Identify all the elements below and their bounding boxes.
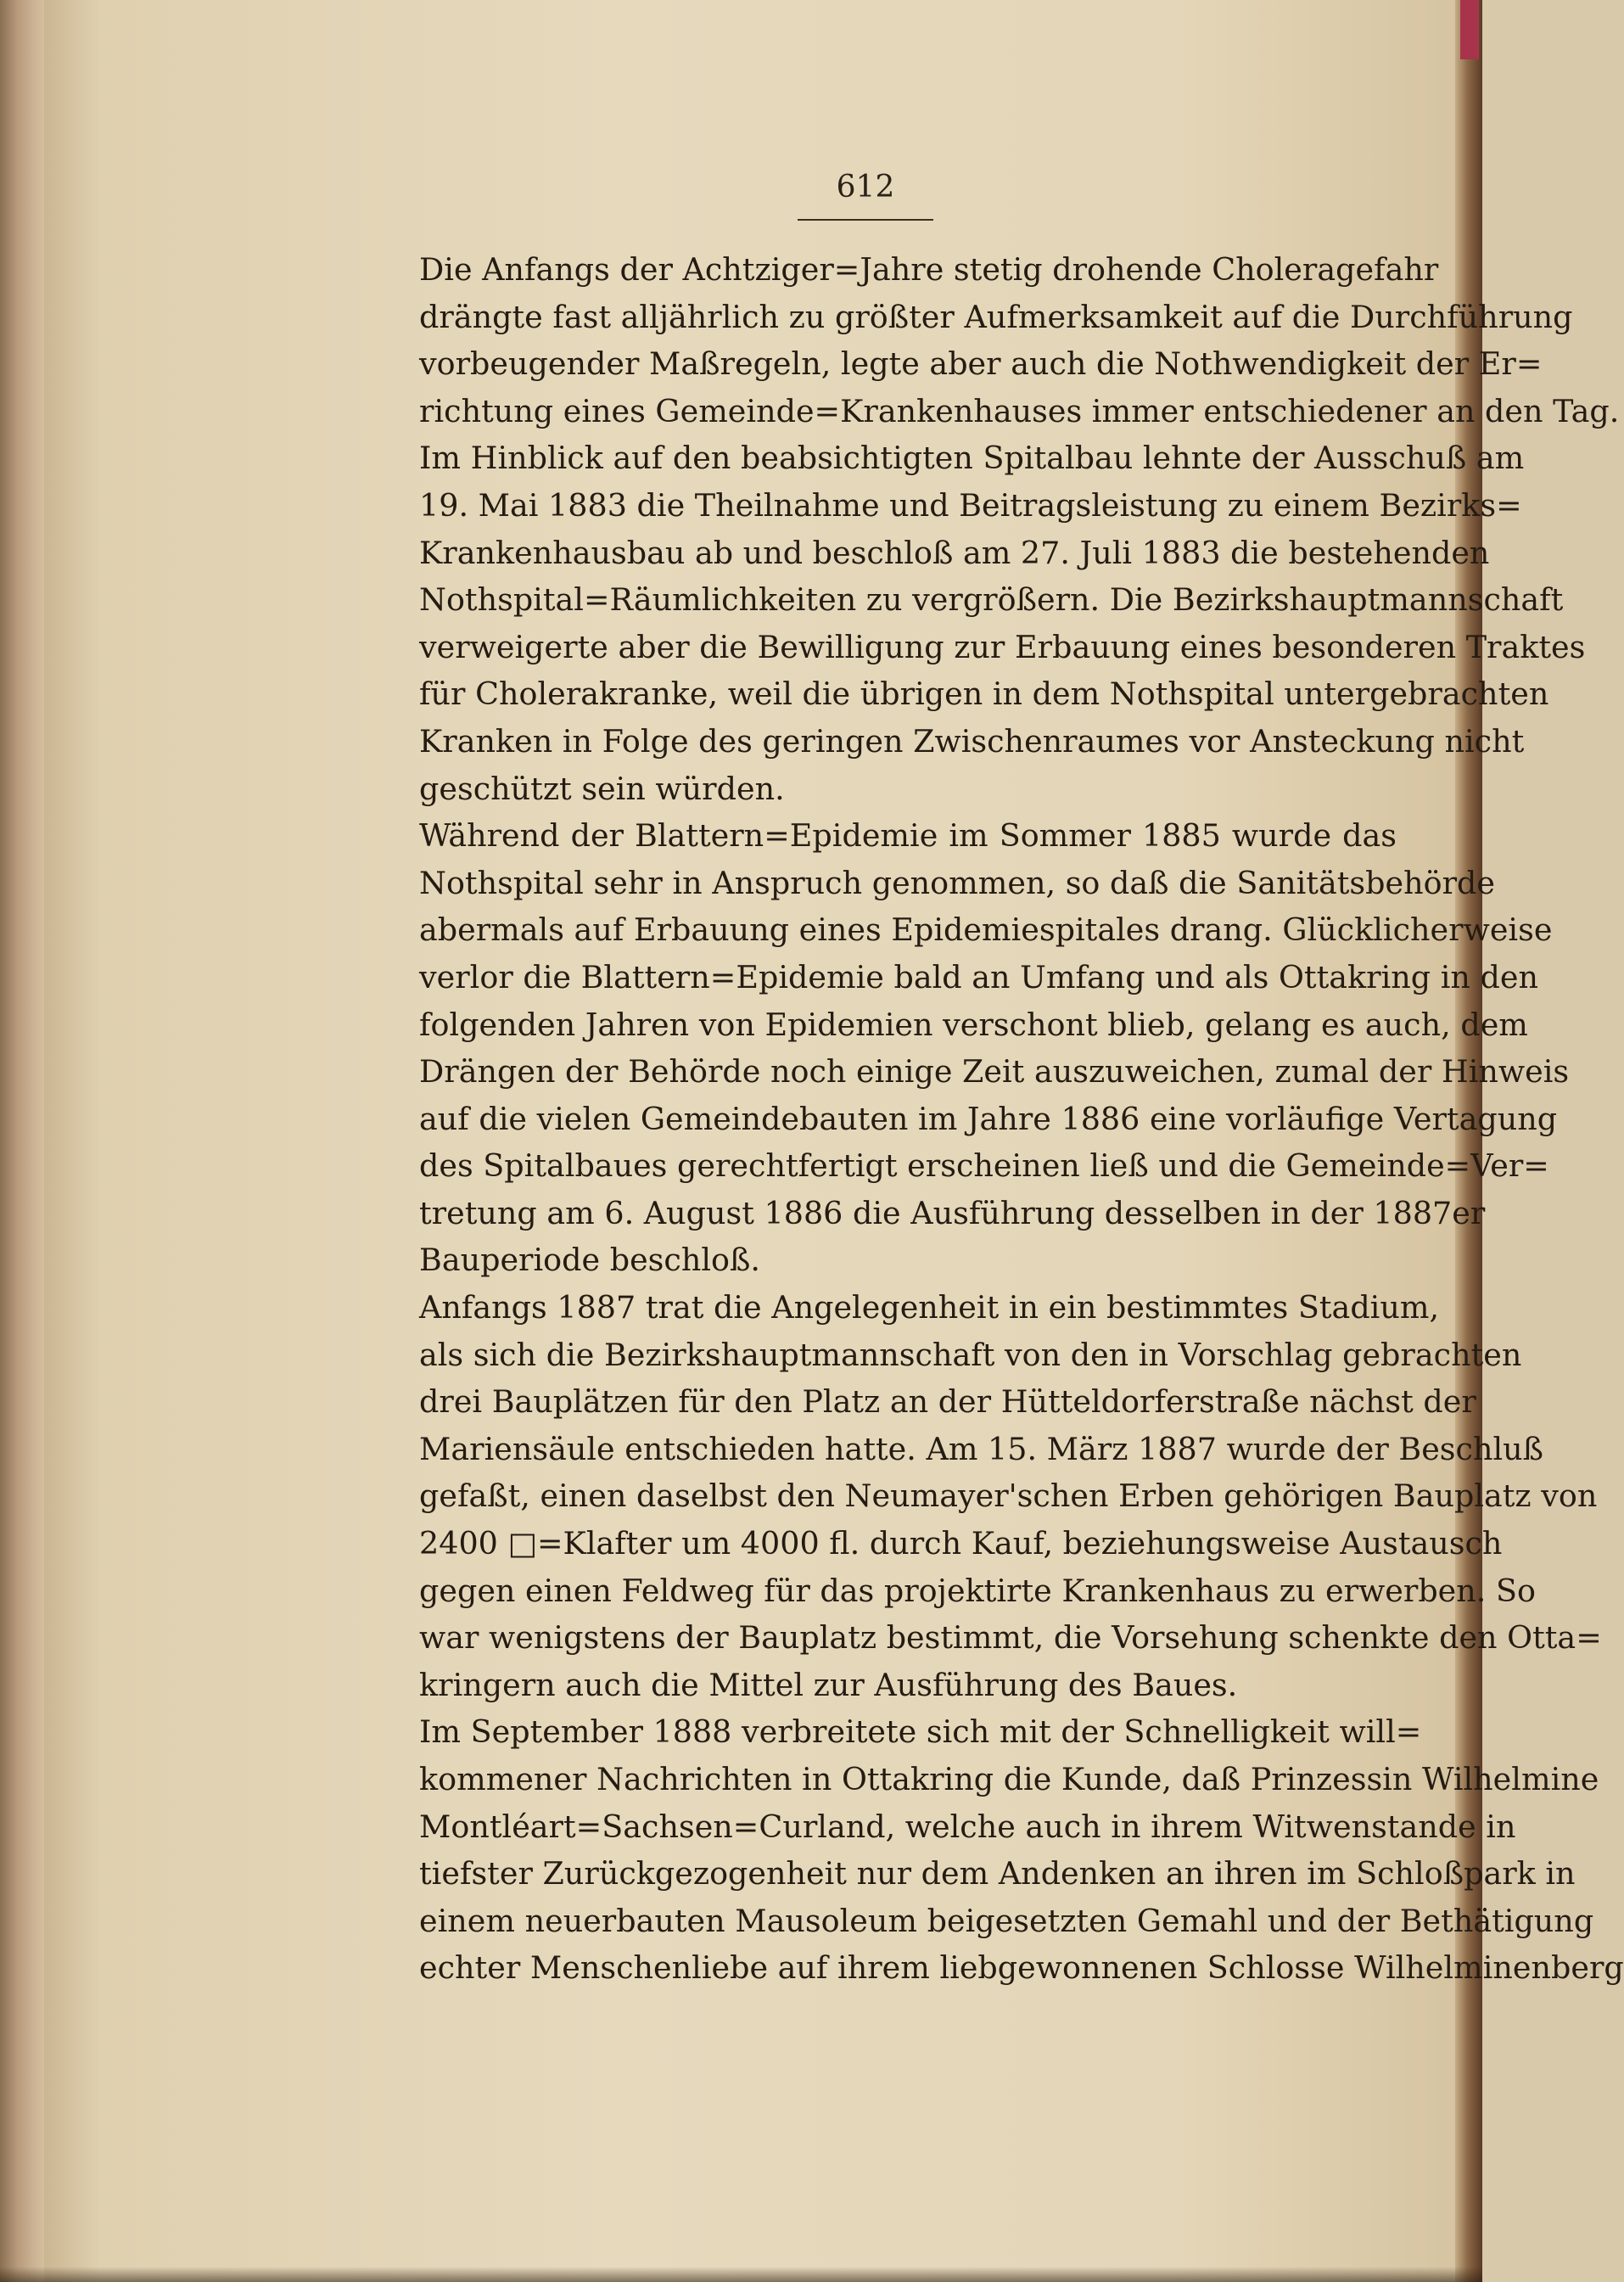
text-line: echter Menschenliebe auf ihrem liebgewonnenen Schlosse Wilhelminenberg <box>419 1949 1624 1987</box>
text-line: Nothspital=Räumlichkeiten zu vergrößern. Die Bezirkshauptmannschaft <box>419 581 1564 619</box>
text-line: 2400 □=Klafter um 4000 fl. durch Kauf, beziehungsweise Austausch <box>419 1525 1503 1562</box>
text-line: kommener Nachrichten in Ottakring die Kunde, daß Prinzessin Wilhelmine <box>419 1761 1599 1797</box>
text-line: Montléart=Sachsen=Curland, welche auch in ihrem Witwenstande in <box>419 1808 1516 1845</box>
text-line: Nothspital sehr in Anspruch genommen, so daß die Sanitätsbehörde <box>419 864 1495 901</box>
text-line: richtung eines Gemeinde=Krankenhauses immer entschiedener an den Tag. <box>419 392 1620 429</box>
bookmark-ribbon <box>1460 0 1479 59</box>
text-line: Im Hinblick auf den beabsichtigten Spitalbau lehnte der Ausschuß am <box>419 440 1525 477</box>
text-line: geschützt sein würden. <box>419 770 785 807</box>
text-line: gegen einen Feldweg für das projektirte Krankenhaus zu erwerben. So <box>419 1572 1536 1609</box>
paragraph <box>338 246 1620 812</box>
text-line: kringern auch die Mittel zur Ausführung des Baues. <box>419 1666 1238 1703</box>
text-line: einem neuerbauten Mausoleum beigesetzten Gemahl und der Bethätigung <box>419 1902 1594 1939</box>
text-line: für Cholerakranke, weil die übrigen in dem Nothspital untergebrachten <box>419 676 1549 713</box>
text-line: drei Bauplätzen für den Platz an der Hütteldorferstraße nächst der <box>419 1383 1476 1421</box>
text-line: des Spitalbaues gerechtfertigt erscheinen ließ und die Gemeinde=Ver= <box>419 1147 1549 1185</box>
text-line: Bauperiode beschloß. <box>419 1242 760 1279</box>
text-line: Kranken in Folge des geringen Zwischenraumes vor Ansteckung nicht <box>419 722 1525 760</box>
text-line: Mariensäule entschieden hatte. Am 15. März 1887 wurde der Beschluß <box>419 1430 1544 1467</box>
paragraph <box>338 1284 1602 1708</box>
bottom-shadow <box>0 2267 1482 2282</box>
paragraph <box>338 812 1570 1284</box>
text-line: Krankenhausbau ab und beschloß am 27. Juli 1883 die bestehenden <box>419 534 1490 571</box>
text-line: Während der Blattern=Epidemie im Sommer 1885 wurde das <box>419 817 1397 855</box>
text-line: folgenden Jahren von Epidemien verschont blieb, gelang es auch, dem <box>419 1006 1528 1043</box>
text-line: verlor die Blattern=Epidemie bald an Umfang und als Ottakring in den <box>419 958 1538 995</box>
text-line: tiefster Zurückgezogenheit nur dem Andenken an ihren im Schloßpark in <box>419 1855 1576 1892</box>
text-line: verweigerte aber die Bewilligung zur Erbauung eines besonderen Traktes <box>419 628 1586 665</box>
text-line: 19. Mai 1883 die Theilnahme und Beitragsleistung zu einem Bezirks= <box>419 486 1522 524</box>
text-line: Im September 1888 verbreitete sich mit der Schnelligkeit will= <box>419 1713 1422 1751</box>
text-body <box>338 246 1624 1992</box>
page-number-rule <box>798 219 933 221</box>
text-line: drängte fast alljährlich zu größter Aufmerksamkeit auf die Durchführung <box>419 298 1573 335</box>
text-line: war wenigstens der Bauplatz bestimmt, die Vorsehung schenkte den Otta= <box>419 1619 1602 1657</box>
text-line: auf die vielen Gemeindebauten im Jahre 1886 eine vorläufige Vertagung <box>419 1100 1558 1137</box>
paragraph <box>338 1708 1624 1992</box>
text-line: Anfangs 1887 trat die Angelegenheit in ein bestimmtes Stadium, <box>419 1289 1440 1326</box>
text-line: vorbeugender Maßregeln, legte aber auch die Nothwendigkeit der Er= <box>419 345 1543 383</box>
text-line: Die Anfangs der Achtziger=Jahre stetig drohende Choleragefahr <box>419 251 1439 288</box>
book-left-edge <box>0 0 51 2282</box>
page-number: 612 <box>836 170 895 205</box>
text-line: Drängen der Behörde noch einige Zeit auszuweichen, zumal der Hinweis <box>419 1053 1570 1091</box>
text-line: tretung am 6. August 1886 die Ausführung desselben in der 1887er <box>419 1194 1486 1231</box>
text-line: gefaßt, einen daselbst den Neumayer'schen Erben gehörigen Bauplatz von <box>419 1477 1598 1515</box>
text-line: abermals auf Erbauung eines Epidemiespitales drang. Glücklicherweise <box>419 911 1553 949</box>
text-line: als sich die Bezirkshauptmannschaft von den in Vorschlag gebrachten <box>419 1336 1522 1373</box>
